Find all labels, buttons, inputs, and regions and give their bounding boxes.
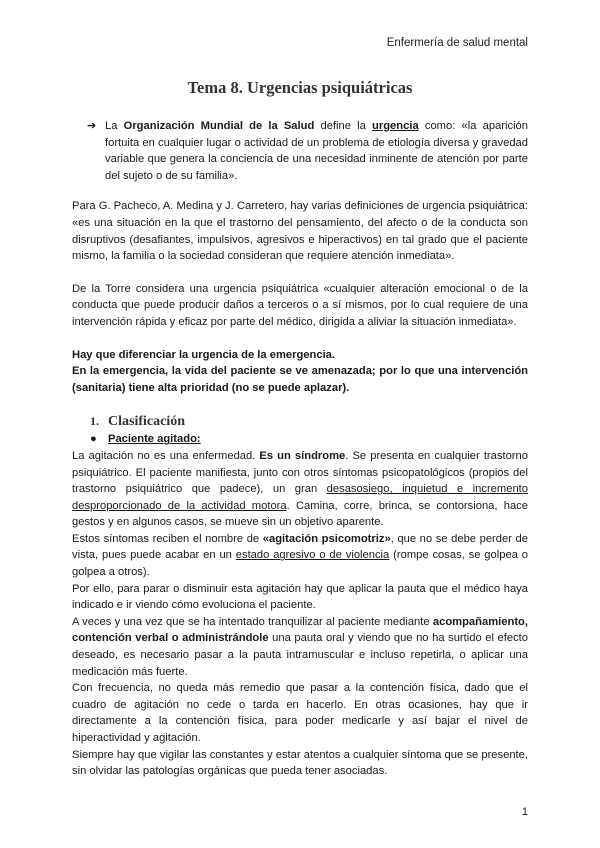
subsection-heading <box>72 431 528 448</box>
urgencia-term: urgencia <box>372 120 419 132</box>
emergency-note-2: En la emergencia, la vida del paciente se ve amenazada; por lo que una intervención (sanitaria) tiene alta prioridad (no se puede aplazar). <box>72 365 528 394</box>
agitation-paragraph <box>72 448 528 531</box>
text-run: define la <box>314 120 373 132</box>
monitoring-paragraph: Siempre hay que vigilar las constantes y estar atentos a cualquier síntoma que se presente, sin olvidar las patologías orgánicas que pueda tener asociadas. <box>72 748 528 778</box>
text-run: como: «la aparición fortuita en cualquier lugar o actividad de un problema de etiología diversa y gravedad variable que genera la conciencia de una necesidad inminente de atención por parte del sujeto o de su familia». <box>105 120 528 182</box>
intro-bullet <box>72 118 528 184</box>
bullet-dot-icon: ● <box>90 433 97 446</box>
text-run: La agitación no es una enfermedad. <box>72 449 260 462</box>
emergency-note-1: Hay que diferenciar la urgencia de la emergencia. <box>72 348 336 361</box>
containment-terms: acompañamiento, contención verbal o administrándole <box>72 615 528 645</box>
pacheco-paragraph: Para G. Pacheco, A. Medina y J. Carretero, hay varias definiciones de urgencia psiquiátrica: «es una situación en la que el trastorno del pensamiento, del afecto o de la conducta son disruptivos (desafiantes, impulsivos, agresivos e hiperactivos) en tal grado que el paciente mismo, la familia o la sociedad consideran que requiere atención inmediata». <box>72 200 528 263</box>
page-title: Tema 8. Urgencias psiquiátricas <box>187 78 413 97</box>
text-run: A veces y una vez que se ha intentado tranquilizar al paciente mediante <box>72 615 433 628</box>
section-title: Clasificación <box>108 414 185 430</box>
text-run: La <box>105 120 124 132</box>
right-arrow-icon: ➔ <box>87 120 97 132</box>
text-run: . Se presenta en cualquier trastorno psiquiátrico. El paciente manifiesta, junto con otros síntomas psicopatológicos (propios del trastorno psiquiátrico que padece), un gran <box>72 449 528 496</box>
who-name: Organización Mundial de la Salud <box>123 120 315 132</box>
syndrome-term: Es un síndrome <box>259 449 346 462</box>
violence-phrase: estado agresivo o de violencia <box>235 549 390 562</box>
document-body <box>72 118 528 780</box>
psychomotor-paragraph <box>72 531 528 581</box>
page-header: Enfermería de salud mental <box>386 37 528 49</box>
symptom-phrase: desasosiego, inquietud e incremento desproporcionado de la actividad motora <box>72 483 528 512</box>
text-run: Estos síntomas reciben el nombre de <box>72 532 263 545</box>
psychomotor-term: «agitación psicomotriz» <box>262 532 391 545</box>
text-run: (rompe cosas, se golpea o golpea a otros). <box>72 549 528 579</box>
text-run: una pauta oral y viendo que no ha surtido el efecto deseado, es necesario pasar a la pauta intramuscular e incluso repetirla, o aplicar una medicación más fuerte. <box>72 632 528 678</box>
who-definition <box>105 118 528 184</box>
text-run: , que no se debe perder de vista, pues puede acabar en un <box>72 532 528 562</box>
physical-restraint-paragraph: Con frecuencia, no queda más remedio que pasar a la contención física, dado que el cuadro de agitación no cede o tarda en hacerlo. En otras ocasiones, hay que ir directamente a la contención física, para poder medicarle y así bajar el nivel de hiperactividad y agitación. <box>72 682 528 744</box>
section-heading <box>72 412 528 431</box>
torre-paragraph: De la Torre considera una urgencia psiquiátrica «cualquier alteración emocional o de la conducta que puede producir daños a terceros o a sí mismos, por lo cual requiere de una intervención rápida y eficaz por parte del médico, dirigida a aliviar la situación inmediata». <box>72 282 528 328</box>
subsection-title: Paciente agitado: <box>108 433 201 446</box>
guideline-paragraph: Por ello, para parar o disminuir esta agitación hay que aplicar la pauta que el médico haya indicado e ir viendo cómo evoluciona el paciente. <box>72 582 528 612</box>
treatment-paragraph <box>72 614 528 680</box>
text-run: . Camina, corre, brinca, se contorsiona, hace gestos y en algunos casos, se mueve sin un objetivo aparente. <box>72 499 528 529</box>
section-number: 1. <box>90 414 99 429</box>
page-number: 1 <box>521 806 528 818</box>
